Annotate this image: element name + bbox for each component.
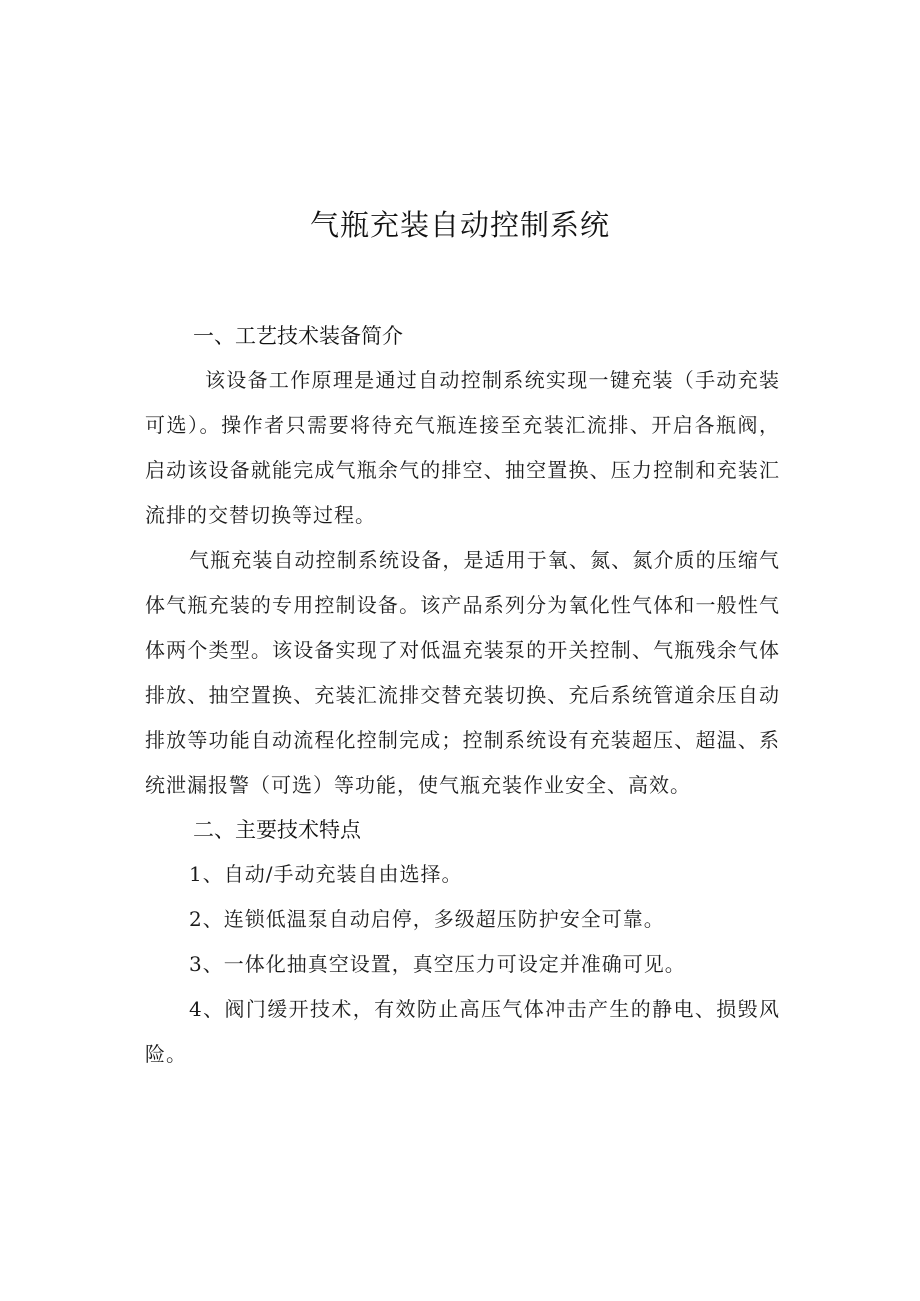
feature-item-4: 4、阀门缓开技术，有效防止高压气体冲击产生的静电、损毁风险。 [145,997,780,1066]
section-heading-2: 二、主要技术特点 [193,818,361,842]
feature-item-1: 1、自动/手动充装自由选择。 [189,862,463,886]
section1-paragraph-2: 气瓶充装自动控制系统设备，是适用于氧、氮、氮介质的压缩气体气瓶充装的专用控制设备。该产品系列分为氧化性气体和一般性气体两个类型。该设备实现了对低温充装泵的开关控制、气瓶残余气体排放、抽空置换、充装汇流排交替充装切换、充后系统管道余压自动排放等功能自动流程化控制完成；控制系统设有充装超压、超温、系统泄漏报警（可选）等功能，使气瓶充装作业安全、高效。 [145,548,780,797]
document-body [145,314,780,1077]
document-title: 气瓶充装自动控制系统 [309,208,610,242]
feature-item-2: 2、连锁低温泵自动启停，多级超压防护安全可靠。 [189,907,665,931]
section-heading-1: 一、工艺技术装备简介 [193,324,403,348]
feature-item-3: 3、一体化抽真空设置，真空压力可设定并准确可见。 [189,952,686,976]
section1-paragraph-1: 该设备工作原理是通过自动控制系统实现一键充装（手动充装可选）。操作者只需要将待充气瓶连接至充装汇流排、开启各瓶阀，启动该设备就能完成气瓶余气的排空、抽空置换、压力控制和充装汇流排的交替切换等过程。 [145,368,780,527]
